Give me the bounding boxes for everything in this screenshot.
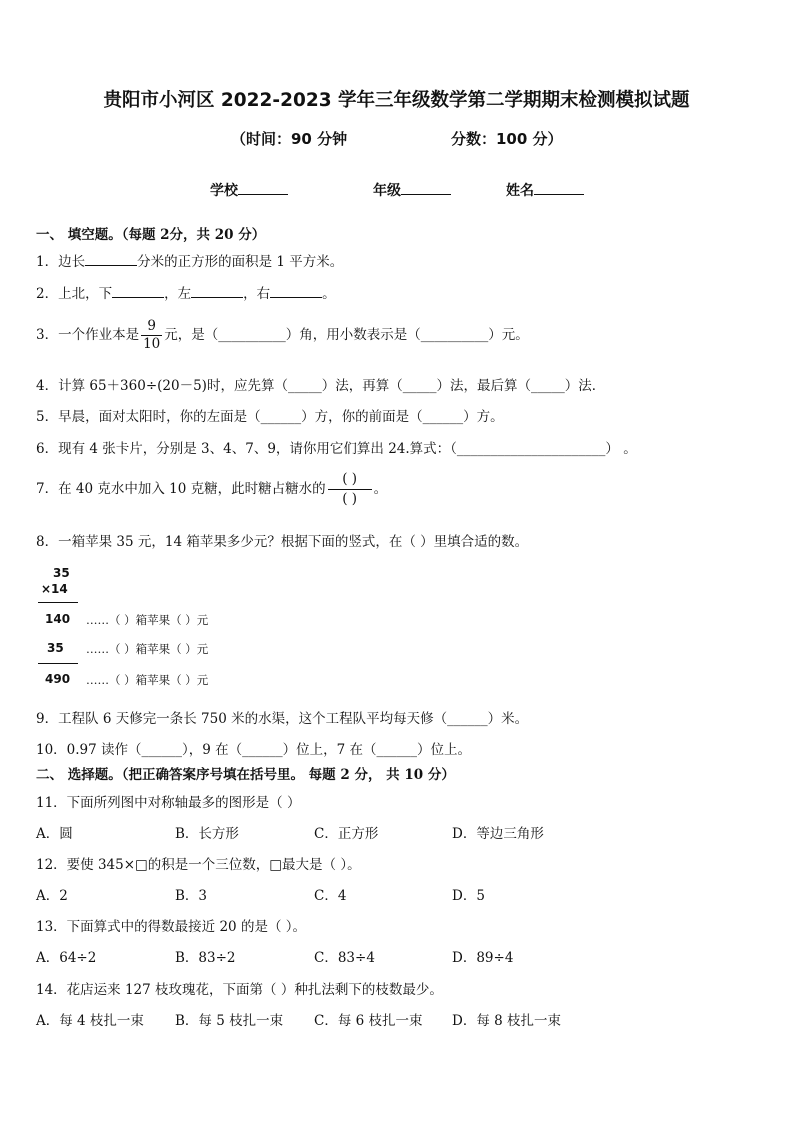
question-12: 12．要使 345×□的积是一个三位数，□最大是（ ）。 (36, 857, 361, 873)
question-3 (36, 318, 529, 353)
name-label: 姓名 (506, 183, 534, 199)
q13-option-a[interactable]: A．64÷2 (36, 950, 97, 966)
q11-option-a[interactable]: A．圆 (36, 826, 73, 842)
vertical-row3-text: ……（ ）箱苹果（ ）元 (86, 673, 209, 687)
q12-option-c[interactable]: C．4 (314, 888, 347, 904)
question-5: 5．早晨，面对太阳时，你的左面是（______）方，你的前面是（______）方。 (36, 409, 504, 425)
q14-option-a[interactable]: A．每 4 枝扎一束 (36, 1013, 144, 1029)
grade-label: 年级 (373, 183, 401, 199)
school-field (210, 180, 288, 200)
q2-text-d: 。 (322, 286, 336, 302)
question-14: 14．花店运来 127 枝玫瑰花，下面第（ ）种扎法剩下的枝数最少。 (36, 982, 443, 998)
question-9: 9．工程队 6 天修完一条长 750 米的水渠，这个工程队平均每天修（______）米。 (36, 711, 529, 727)
question-1 (36, 250, 343, 270)
q7-pre: 7．在 40 克水中加入 10 克糖，此时糖占糖水的 (36, 481, 326, 497)
q13-option-c[interactable]: C．83÷4 (314, 950, 375, 966)
q3-fraction (141, 318, 162, 353)
question-2 (36, 282, 336, 302)
q7-numerator[interactable]: ( ) (328, 470, 372, 490)
q2-blank-right[interactable] (270, 283, 322, 298)
vertical-row3-number: 490 (45, 672, 71, 686)
question-6: 6．现有 4 张卡片，分别是 3、4、7、9，请你用它们算出 24.算式：（______________________） 。 (36, 441, 637, 457)
q7-fraction (328, 470, 372, 509)
q12-option-d[interactable]: D．5 (452, 888, 485, 904)
q1-post: 分米的正方形的面积是 1 平方米。 (137, 254, 344, 270)
q11-option-d[interactable]: D．等边三角形 (452, 826, 544, 842)
q2-blank-down[interactable] (112, 283, 164, 298)
vertical-line-2 (38, 663, 78, 664)
school-blank[interactable] (238, 180, 288, 195)
q14-option-d[interactable]: D．每 8 枝扎一束 (452, 1013, 561, 1029)
section1-heading: 一、 填空题。（每题 2分，共 20 分） (36, 227, 266, 243)
q14-option-b[interactable]: B．每 5 枝扎一束 (175, 1013, 284, 1029)
q2-text-a: 2．上北，下 (36, 286, 113, 302)
q3-post: 元，是（__________）角，用小数表示是（__________）元。 (164, 327, 529, 343)
vertical-row1-text: ……（ ）箱苹果（ ）元 (86, 613, 209, 627)
q11-option-b[interactable]: B．长方形 (175, 826, 239, 842)
grade-blank[interactable] (401, 180, 451, 195)
name-blank[interactable] (534, 180, 584, 195)
q13-option-b[interactable]: B．83÷2 (175, 950, 236, 966)
exam-time: （时间：90 分钟 (231, 130, 348, 148)
question-8: 8．一箱苹果 35 元，14 箱苹果多少元？根据下面的竖式，在（ ）里填合适的数。 (36, 534, 529, 550)
q1-pre: 1．边长 (36, 254, 86, 270)
q11-option-c[interactable]: C．正方形 (314, 826, 379, 842)
q12-option-b[interactable]: B．3 (175, 888, 208, 904)
vertical-row2-number: 35 (47, 641, 64, 655)
q7-denominator[interactable]: ( ) (342, 491, 358, 507)
q14-option-c[interactable]: C．每 6 枝扎一束 (314, 1013, 423, 1029)
q2-text-c: ，右 (243, 286, 271, 302)
question-13: 13．下面算式中的得数最接近 20 的是（ ）。 (36, 919, 306, 935)
section2-heading: 二、 选择题。（把正确答案序号填在括号里。 每题 2 分， 共 10 分） (36, 767, 455, 783)
question-11: 11．下面所列图中对称轴最多的图形是（ ） (36, 795, 301, 811)
q7-post: 。 (373, 481, 388, 497)
q2-text-b: ，左 (164, 286, 192, 302)
q13-option-d[interactable]: D．89÷4 (452, 950, 514, 966)
q12-option-a[interactable]: A．2 (36, 888, 68, 904)
vertical-top-number: 35 (53, 566, 70, 580)
vertical-multiplier: ×14 (41, 582, 68, 596)
exam-score: 分数：100 分） (451, 130, 563, 148)
question-4: 4．计算 65＋360÷(20－5)时，应先算（_____）法，再算（_____）法，最后算（_____）法． (36, 378, 606, 394)
q3-denominator: 10 (143, 336, 161, 352)
vertical-row2-text: ……（ ）箱苹果（ ）元 (86, 642, 209, 656)
q1-blank[interactable] (85, 251, 137, 266)
vertical-line-1 (38, 602, 78, 603)
q3-numerator: 9 (141, 318, 162, 336)
q2-blank-left[interactable] (191, 283, 243, 298)
grade-field (373, 180, 451, 200)
question-7 (36, 470, 387, 509)
page-title: 贵阳市小河区 2022-2023 学年三年级数学第二学期期末检测模拟试题 (103, 90, 690, 111)
name-field (506, 180, 584, 200)
question-10: 10．0.97 读作（______），9 在（______）位上，7 在（______）位上。 (36, 742, 472, 758)
school-label: 学校 (210, 183, 238, 199)
vertical-row1-number: 140 (45, 612, 71, 626)
q3-pre: 3．一个作业本是 (36, 327, 140, 343)
